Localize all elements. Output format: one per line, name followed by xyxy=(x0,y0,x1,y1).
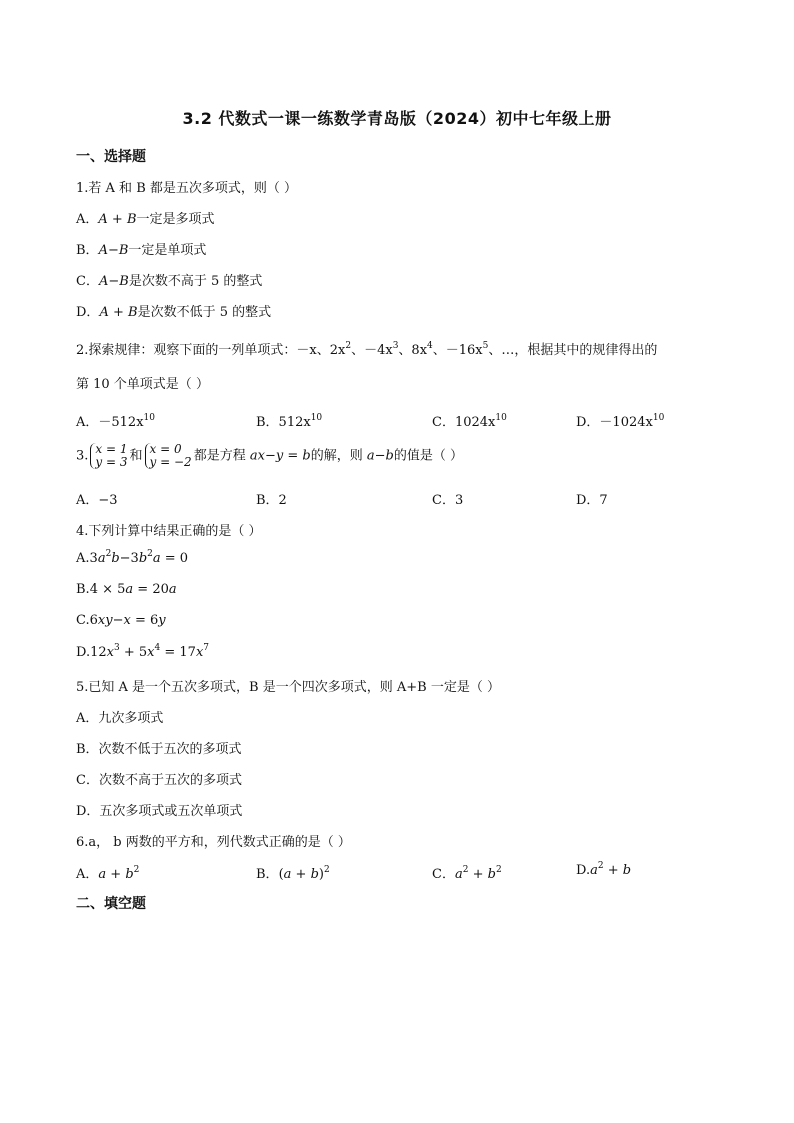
question-3-stem: 3. x = 1 y = 3 和 x = 0 y = −2 都是方程 ax−y = b的解，则 a−b的值是（ ） xyxy=(76,442,463,469)
question-1-option-d: D．A + B是次数不低于 5 的整式 xyxy=(76,305,272,320)
section-heading-choice: 一、选择题 xyxy=(76,149,146,165)
question-1-stem: 1.若 A 和 B 都是五次多项式，则（ ） xyxy=(76,181,298,196)
question-1-option-c: C．A−B是次数不高于 5 的整式 xyxy=(76,274,263,289)
question-2-option-a: A．$-512x^{10}$ xyxy=(76,413,155,430)
question-2-option-d: D．$-1024x^{10}$ xyxy=(576,413,665,430)
question-5-option-d: D．五次多项式或五次单项式 xyxy=(76,804,243,819)
question-4-option-c: C.6xy−x = 6y xyxy=(76,613,166,628)
question-3-option-c: C．3 xyxy=(432,493,464,508)
question-1-option-a: A．A + B一定是多项式 xyxy=(76,212,215,227)
question-3-option-d: D．7 xyxy=(576,493,608,508)
question-2-option-c: C．$1024x^{10}$ xyxy=(432,413,507,430)
equation-system-1: x = 1 y = 3 xyxy=(90,443,127,469)
question-5-option-b: B．次数不低于五次的多项式 xyxy=(76,742,242,757)
equation-system-2: x = 0 y = −2 xyxy=(145,443,192,469)
section-heading-fill-blank: 二、填空题 xyxy=(76,896,146,912)
page-title: 3.2 代数式一课一练数学青岛版（2024）初中七年级上册 xyxy=(182,109,612,128)
question-6-stem: 6.a， b 两数的平方和，列代数式正确的是（ ） xyxy=(76,835,351,850)
question-6-option-b: B．$(a + b)^2$ xyxy=(256,865,330,882)
question-5-option-c: C．次数不高于五次的多项式 xyxy=(76,773,242,788)
question-6-option-d: $D.a^2 + b$ xyxy=(576,861,632,878)
question-2-stem-line-2: 第 10 个单项式是（ ） xyxy=(76,377,209,392)
question-5-option-a: A．九次多项式 xyxy=(76,711,164,726)
question-3-option-b: B．2 xyxy=(256,493,287,508)
question-4-option-a: $A.3a^2b-3b^2a = 0$ xyxy=(76,549,189,566)
question-4-option-d: $D.12x^3 + 5x^4 = 17x^7$ xyxy=(76,643,210,660)
question-4-stem: 4.下列计算中结果正确的是（ ） xyxy=(76,524,262,539)
question-2-stem-line-1: 2.探索规律：观察下面的一列单项式：－x、$2x^2$、$-4x^3$、$8x^4$、$-16x^5$、…，根据其中的规律得出的 xyxy=(76,341,658,358)
question-1-option-b: B．A−B一定是单项式 xyxy=(76,243,207,258)
question-3-option-a: A．−3 xyxy=(76,493,118,508)
question-6-option-a: A．$a + b^2$ xyxy=(76,865,140,882)
question-4-option-b: B.4 × 5a = 20a xyxy=(76,582,177,597)
question-5-stem: 5.已知 A 是一个五次多项式，B 是一个四次多项式，则 A+B 一定是（ ） xyxy=(76,680,500,695)
question-2-option-b: B．$512x^{10}$ xyxy=(256,413,323,430)
question-6-option-c: C．$a^2 + b^2$ xyxy=(432,865,502,882)
